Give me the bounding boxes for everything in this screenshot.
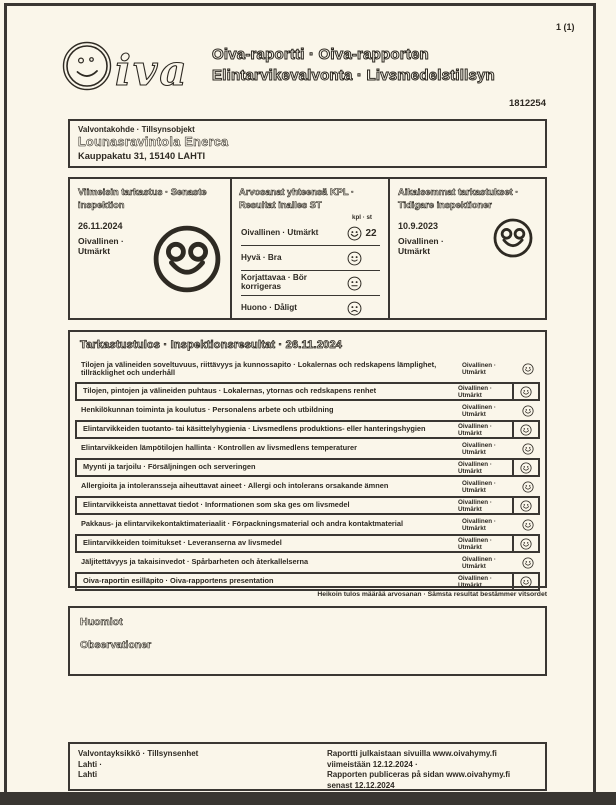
result-row-grade-line1: Oivallinen · [458, 422, 492, 430]
page-number: 1 (1) [556, 22, 575, 32]
result-row-grade-line2: Utmärkt [462, 524, 486, 532]
result-row [75, 534, 540, 553]
grade-summary-row [241, 246, 380, 271]
result-row [75, 515, 540, 534]
result-row-grade-line1: Oivallinen · [462, 441, 496, 449]
result-row-grade-line1: Oivallinen · [458, 536, 492, 544]
result-row [75, 477, 540, 496]
result-row-label: Allergioita ja intoleransseja aiheuttavat aineet · Allergi och intolerans orsakande ämnen [81, 481, 389, 491]
result-row [75, 572, 540, 591]
oiva-logo-graphic [60, 34, 200, 92]
smiley-excellent-icon [516, 553, 540, 572]
result-row-grade-line1: Oivallinen · [462, 517, 496, 525]
footer-publish-column [327, 744, 545, 789]
observations-title-sv: Observationer [80, 639, 152, 651]
previous-inspections-panel [390, 179, 545, 318]
result-row-grade-line2: Utmärkt [458, 581, 482, 589]
result-row-grade [462, 362, 516, 376]
establishment-label: Valvontakohde · Tillsynsobjekt [78, 125, 195, 134]
results-box [68, 330, 547, 588]
smiley-excellent-icon [516, 439, 540, 458]
smiley-excellent-icon [512, 422, 538, 437]
latest-inspection-panel [70, 179, 230, 318]
result-row-grade-line2: Utmärkt [462, 410, 486, 418]
smiley-good-icon [347, 251, 362, 266]
previous-inspections-date: 10.9.2023 [398, 221, 439, 231]
grade-summary-panel [230, 179, 390, 318]
grade-summary-row-label: Korjattavaa · Bör korrigeras [241, 273, 307, 291]
result-row-label: Tilojen ja välineiden soveltuvuus, riittävyys ja kunnossapito · Lokalernas och redskapens lämplighet, tillräcklighet och underhåll [81, 359, 437, 377]
result-row-grade [462, 442, 516, 456]
footer-unit-city-fi: Lahti · [78, 759, 102, 769]
smiley-excellent-icon [492, 217, 534, 259]
report-title-line1: Oiva-raportti · Oiva-rapporten [212, 46, 429, 63]
footer-unit-city-sv: Lahti [78, 770, 98, 779]
result-row-grade-line1: Oivallinen · [458, 574, 492, 582]
previous-inspections-grade-line1: Oivallinen · [398, 236, 444, 246]
establishment-box [68, 119, 547, 168]
report-title-line2: Elintarvikevalvonta · Livsmedelstillsyn [212, 67, 495, 84]
result-row-grade-line1: Oivallinen · [462, 362, 496, 369]
smiley-excellent-icon [516, 515, 540, 534]
result-row-label: Henkilökunnan toiminta ja koulutus · Personalens arbete och utbildning [81, 405, 334, 415]
document-number: 1812254 [509, 98, 546, 109]
result-row-grade [458, 461, 512, 475]
grade-summary-row [241, 296, 380, 320]
logo-smiley-eye-left [79, 58, 84, 63]
result-row-grade-line1: Oivallinen · [462, 555, 496, 563]
smiley-poor-icon [347, 301, 362, 316]
logo-smiley-mouth [78, 71, 98, 76]
result-row-label: Oiva-raportin esilläpito · Oiva-rapportens presentation [83, 576, 274, 586]
result-row-grade-line2: Utmärkt [458, 429, 482, 437]
report-title [212, 44, 495, 86]
page-bottom-edge [0, 792, 616, 805]
result-row-grade [462, 404, 516, 418]
result-row-grade [458, 423, 512, 437]
result-row-grade-line2: Utmärkt [458, 467, 482, 475]
smiley-excellent-icon [512, 384, 538, 399]
smiley-excellent-icon [516, 477, 540, 496]
latest-inspection-details [78, 211, 150, 295]
grade-summary-title: Arvosanat yhteensä KPL · Resultat inalles ST [239, 187, 355, 210]
result-row-grade-line1: Oivallinen · [458, 498, 492, 506]
result-row-grade [458, 499, 512, 513]
previous-inspections-body [398, 211, 538, 259]
grade-summary-row-label: Huono · Dåligt [241, 302, 297, 312]
result-row-grade [462, 518, 516, 532]
result-row [75, 420, 540, 439]
result-row-label: Myynti ja tarjoilu · Försäljningen och serveringen [83, 462, 256, 472]
latest-inspection-date: 26.11.2024 [78, 221, 123, 231]
smiley-excellent-icon [512, 574, 538, 589]
result-row-grade-line2: Utmärkt [462, 448, 486, 456]
result-row-label: Elintarvikkeiden toimitukset · Leveranserna av livsmedel [83, 538, 282, 548]
smiley-excellent-icon [151, 223, 223, 295]
result-row-label: Jäljitettävyys ja takaisinvedot · Spårbarheten och återkallelserna [81, 557, 309, 567]
grade-summary-row-count: 22 [365, 227, 377, 239]
grade-summary-rows [239, 221, 382, 320]
result-row [75, 458, 540, 477]
result-row-grade [458, 575, 512, 589]
footer-unit-label: Valvontayksikkö · Tillsynsenhet [78, 749, 199, 758]
result-row-grade-line1: Oivallinen · [462, 479, 496, 487]
result-row [75, 356, 540, 382]
result-row-grade-line2: Utmärkt [458, 391, 482, 399]
result-row-grade-line1: Oivallinen · [458, 460, 492, 468]
result-row-grade-line2: Utmärkt [458, 543, 482, 551]
latest-inspection-grade-line2: Utmärkt [78, 246, 111, 256]
smiley-excellent-icon [512, 498, 538, 513]
observations-title-fi: Huomiot [80, 616, 123, 628]
grade-summary-row-label: Oivallinen · Utmärkt [241, 227, 319, 237]
latest-inspection-body [78, 211, 223, 295]
grade-summary-unit-label: kpl · st [352, 214, 372, 221]
smiley-excellent-icon [512, 460, 538, 475]
result-row [75, 439, 540, 458]
footer-box [68, 742, 547, 791]
grade-summary-row [241, 221, 380, 246]
result-row-label: Pakkaus- ja elintarvikekontaktimateriaalit · Förpackningsmaterial och andra kontaktmaterial [81, 519, 404, 529]
results-title: Tarkastustulos · Inspektionsresultat · 26.11.2024 [80, 339, 343, 351]
results-rows [75, 356, 540, 591]
result-row [75, 382, 540, 401]
result-row-grade-line2: Utmärkt [458, 505, 482, 513]
result-row-grade [458, 537, 512, 551]
result-row-grade-line1: Oivallinen · [458, 384, 492, 392]
result-row-grade-line2: Utmärkt [462, 369, 486, 376]
result-row [75, 401, 540, 420]
smiley-excellent-icon [516, 356, 540, 382]
result-row-grade-line2: Utmärkt [462, 486, 486, 494]
inspection-summary-row [68, 177, 547, 320]
grade-summary-row [241, 271, 380, 296]
result-row-label: Elintarvikkeiden tuotanto- tai käsittelyhygienia · Livsmedlens produktions- eller hanteringshygien [83, 424, 426, 434]
result-row [75, 553, 540, 572]
footer-publish-line1: Raportti julkaistaan sivuilla www.oivahymy.fi [327, 749, 497, 758]
footer-unit-column [70, 744, 327, 789]
observations-box [68, 606, 547, 676]
result-row-label: Tilojen, pintojen ja välineiden puhtaus · Lokalernas, ytornas och redskapens renhet [83, 386, 377, 396]
result-row-grade-line2: Utmärkt [462, 562, 486, 570]
previous-inspections-details [398, 211, 470, 259]
result-row-label: Elintarvikkeista annettavat tiedot · Informationen som ska ges om livsmedel [83, 500, 350, 510]
footer-publish-line2: viimeistään 12.12.2024 · [327, 759, 418, 769]
latest-inspection-title: Viimeisin tarkastus · Senaste inspektion [78, 187, 207, 210]
result-row-grade [462, 480, 516, 494]
smiley-excellent-icon [516, 401, 540, 420]
result-row-label: Elintarvikkeiden lämpötilojen hallinta · Kontrollen av livsmedlens temperaturer [81, 443, 357, 453]
logo-smiley-eye-right [90, 58, 94, 62]
footer-publish-line4: senast 12.12.2024 [327, 780, 395, 790]
smiley-corrective-icon [347, 276, 362, 291]
result-row-grade [458, 385, 512, 399]
grade-summary-row-label: Hyvä · Bra [241, 252, 282, 262]
establishment-name: Lounasravintola Enerca [78, 135, 229, 149]
result-row-grade [462, 556, 516, 570]
results-footnote: Heikoin tulos määrää arvosanan · Sämsta resultat bestämmer vitsordet [317, 591, 547, 598]
result-row-grade-line1: Oivallinen · [462, 403, 496, 411]
previous-inspections-title: Aikaisemmat tarkastukset · Tidigare inspektioner [398, 187, 519, 210]
result-row [75, 496, 540, 515]
smiley-excellent-icon [512, 536, 538, 551]
previous-inspections-grade-line2: Utmärkt [398, 246, 431, 256]
latest-inspection-grade-line1: Oivallinen · [78, 236, 124, 246]
establishment-address: Kauppakatu 31, 15140 LAHTI [78, 151, 206, 161]
smiley-excellent-icon [347, 226, 362, 241]
logo-wordmark: iva [115, 46, 189, 92]
oiva-logo [60, 34, 200, 92]
footer-publish-line3: Rapporten publiceras på sidan www.oivahymy.fi [327, 770, 511, 779]
